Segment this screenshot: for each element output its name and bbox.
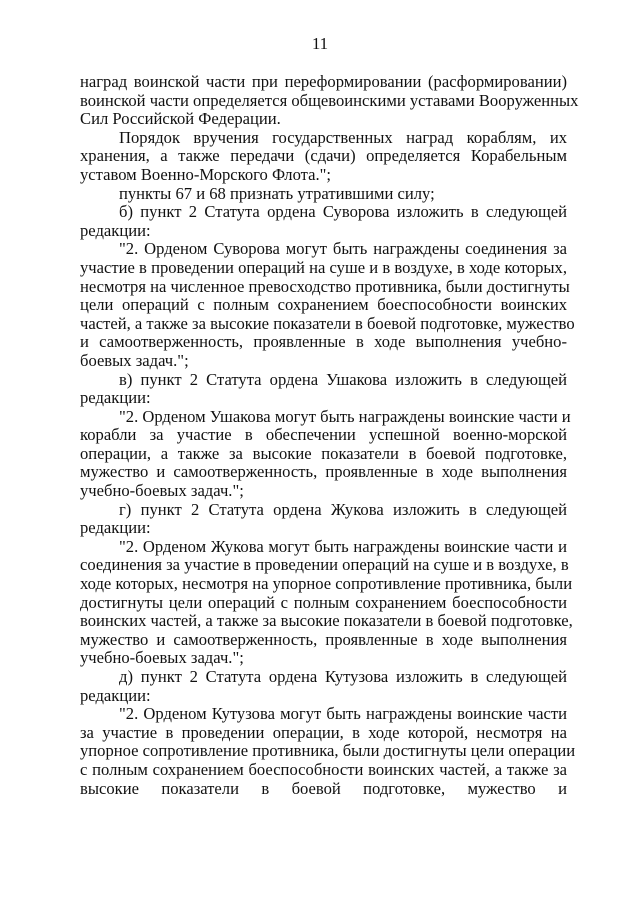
text-line: редакции: <box>80 518 151 538</box>
paragraph <box>80 239 575 370</box>
text-line: цели операций с полным сохранением боеспособности воинских <box>80 295 567 315</box>
text-line: боевых задач."; <box>80 350 189 370</box>
paragraph <box>80 501 567 538</box>
text-line: воинской части определяется общевоинскими уставами Вооруженных <box>80 90 579 110</box>
text-line: упорное сопротивление противника, были достигнуты цели операции <box>80 741 576 761</box>
text-line: несмотря на численное превосходство противника, были достигнуты <box>80 276 570 296</box>
text-line: учебно-боевых задач."; <box>80 481 244 501</box>
text-line: достигнуты цели операций с полным сохранением боеспособности <box>80 592 567 612</box>
text-line: за участие в проведении операции, в ходе которой, несмотря на <box>80 722 567 742</box>
text-line: Сил Российской Федерации. <box>80 109 281 129</box>
paragraph <box>80 704 576 798</box>
text-line: учебно-боевых задач."; <box>80 648 244 668</box>
text-line: корабли за участие в обеспечении успешной военно-морской <box>80 425 567 445</box>
text-line: д) пункт 2 Статута ордена Кутузова изложить в следующей <box>119 667 567 686</box>
text-line: с полным сохранением боеспособности воинских частей, а также за <box>80 759 567 779</box>
text-line: редакции: <box>80 685 151 705</box>
text-line: соединения за участие в проведении операций на суше и в воздухе, в <box>80 555 569 575</box>
text-line: ходе которых, несмотря на упорное сопротивление противника, были <box>80 574 573 594</box>
paragraph <box>80 203 567 240</box>
text-line: частей, а также за высокие показатели в боевой подготовке, мужество <box>80 313 575 333</box>
text-line: хранения, а также передачи (сдачи) определяется Корабельным <box>80 146 567 166</box>
text-line: "2. Орденом Кутузова могут быть награждены воинские части <box>119 704 567 724</box>
text-line: "2. Орденом Суворова могут быть награждены соединения за <box>119 239 567 259</box>
paragraph <box>80 129 567 185</box>
paragraph <box>80 72 579 129</box>
text-line: б) пункт 2 Статута ордена Суворова изложить в следующей <box>119 202 567 222</box>
paragraph <box>80 536 573 668</box>
text-line: и самоотверженность, проявленные в ходе выполнения учебно- <box>80 332 567 352</box>
text-line: мужество и самоотверженность, проявленные в ходе выполнения <box>80 629 567 649</box>
paragraph <box>80 406 571 501</box>
text-line: "2. Орденом Жукова могут быть награждены воинские части и <box>119 536 567 556</box>
text-line: пункты 67 и 68 признать утратившими силу; <box>119 183 435 203</box>
text-line: наград воинской части при переформировании (расформировании) <box>80 72 567 91</box>
text-line: уставом Военно-Морского Флота."; <box>80 164 331 184</box>
text-line: операции, а также за высокие показатели в боевой подготовке, <box>80 443 567 463</box>
text-line: в) пункт 2 Статута ордена Ушакова изложить в следующей <box>119 369 567 389</box>
document-body <box>80 72 579 798</box>
text-line: редакции: <box>80 220 151 240</box>
text-line: г) пункт 2 Статута ордена Жукова изложить в следующей <box>119 499 567 519</box>
text-line: редакции: <box>80 388 151 408</box>
text-line: "2. Орденом Ушакова могут быть награждены воинские части и <box>119 406 571 426</box>
paragraph <box>80 371 567 408</box>
text-line: воинских частей, а также за высокие показатели в боевой подготовке, <box>80 611 573 631</box>
page-number: 11 <box>311 34 329 53</box>
text-line: мужество и самоотверженность, проявленные в ходе выполнения <box>80 462 567 482</box>
paragraph <box>80 185 567 204</box>
text-line: высокие показатели в боевой подготовке, мужество и <box>80 778 567 798</box>
text-line: Порядок вручения государственных наград кораблям, их <box>119 127 567 147</box>
text-line: участие в проведении операций на суше и в воздухе, в ходе которых, <box>80 257 567 277</box>
paragraph <box>80 668 567 705</box>
